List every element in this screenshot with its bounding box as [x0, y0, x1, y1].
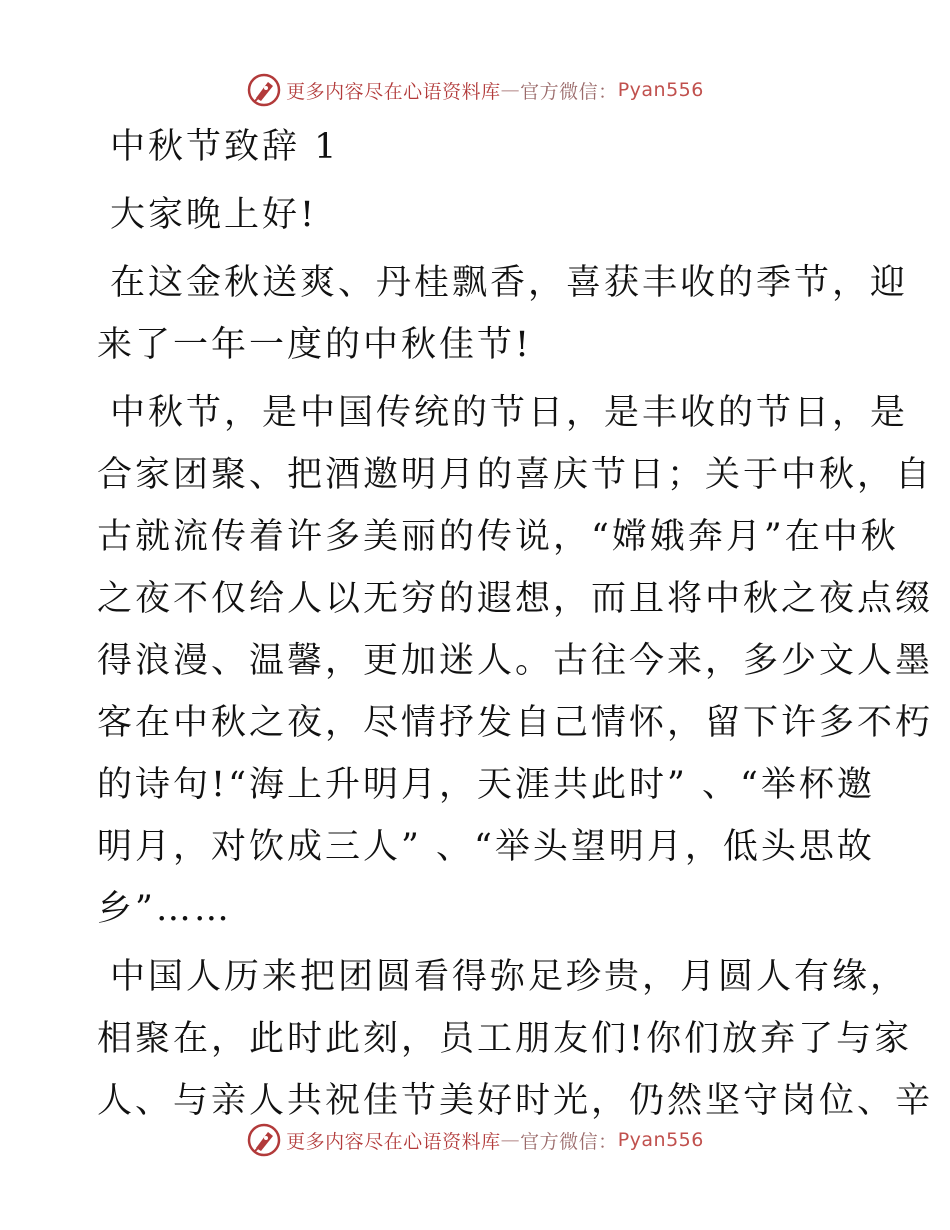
banner-separator: —: [500, 1129, 521, 1151]
paragraph-line: 的诗句!“海上升明月，天涯共此时” 、“举杯邀: [97, 765, 875, 805]
greeting: 大家晚上好!: [110, 195, 318, 235]
paragraph-1: [97, 252, 909, 376]
banner-text: 更多内容尽在心语资料库: [286, 80, 501, 103]
paragraph-line: 人、与亲人共祝佳节美好时光，仍然坚守岗位、辛: [97, 1081, 934, 1121]
pen-nib-icon: [246, 72, 282, 108]
paragraph-line: 来了一年一度的中秋佳节!: [97, 325, 533, 365]
banner-wechat-label: 官方微信：: [520, 1130, 618, 1153]
paragraph-line: 中国人历来把团圆看得弥足珍贵，月圆人有缘，: [110, 957, 909, 997]
paragraph-3: [97, 946, 934, 1132]
banner-text: 更多内容尽在心语资料库: [286, 1130, 501, 1153]
paragraph-line: 之夜不仅给人以无穷的遐想，而且将中秋之夜点缀: [97, 579, 934, 619]
document-body: [97, 116, 934, 1132]
paragraph-line: 明月，对饮成三人” 、“举头望明月，低头思故: [97, 827, 875, 867]
banner-separator: —: [500, 79, 521, 101]
paragraph-line: 相聚在，此时此刻，员工朋友们!你们放弃了与家: [97, 1019, 913, 1059]
footer-watermark-banner: [0, 1120, 950, 1160]
paragraph-line: 合家团聚、把酒邀明月的喜庆节日；关于中秋，自: [97, 455, 934, 495]
paragraph-2: [97, 382, 934, 940]
paragraph-line: 在这金秋送爽、丹桂飘香，喜获丰收的季节，迎: [110, 263, 909, 303]
paragraph-line: 古就流传着许多美丽的传说，“嫦娥奔月”在中秋: [97, 517, 899, 557]
document-title: 中秋节致辞 1: [110, 127, 340, 167]
paragraph-line: 乡”……: [97, 889, 232, 929]
paragraph-line: 得浪漫、温馨，更加迷人。古往今来，多少文人墨: [97, 641, 934, 681]
banner-wechat-label: 官方微信：: [520, 80, 618, 103]
banner-account: Pyan556: [617, 1129, 704, 1151]
paragraph-line: 中秋节，是中国传统的节日，是丰收的节日，是: [110, 393, 909, 433]
banner-account: Pyan556: [617, 79, 704, 101]
pen-nib-icon: [246, 1122, 282, 1158]
paragraph-line: 客在中秋之夜，尽情抒发自己情怀，留下许多不朽: [97, 703, 934, 743]
header-watermark-banner: [0, 70, 950, 110]
